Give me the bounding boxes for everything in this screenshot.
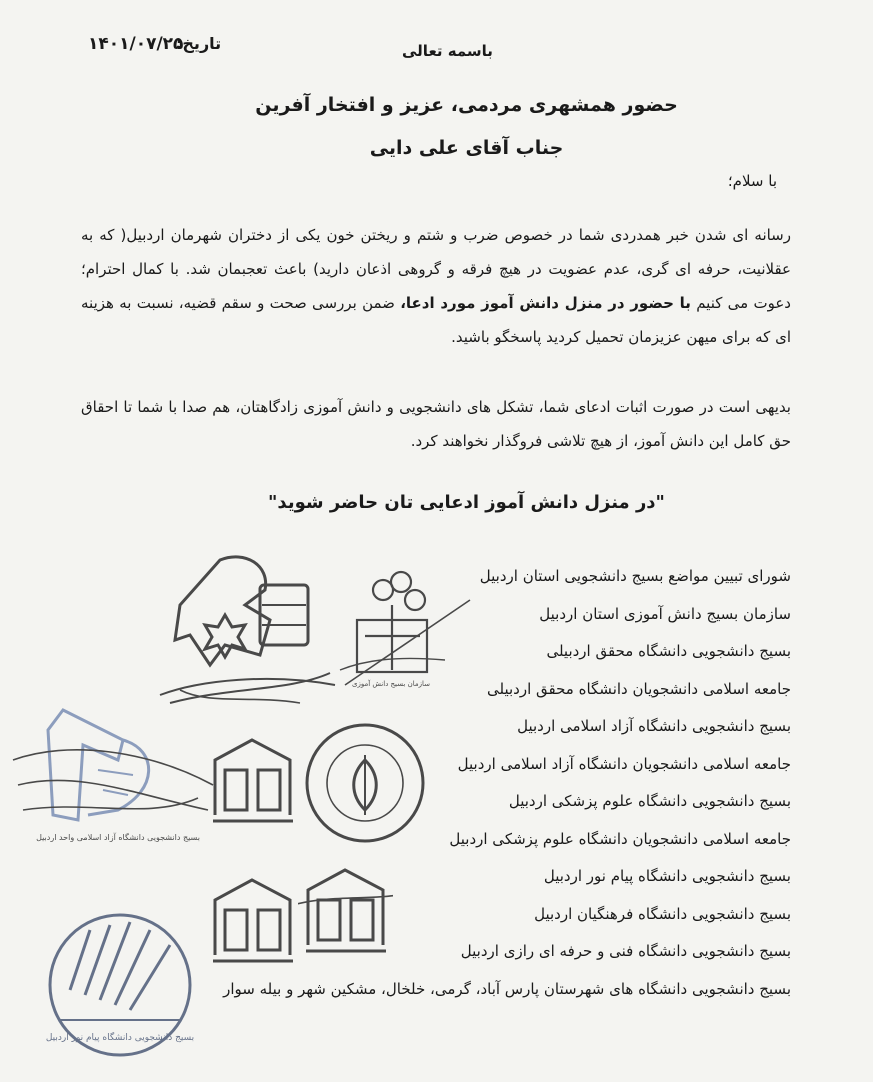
recipient-line-1: حضور همشهری مردمی، عزیز و افتخار آفرین xyxy=(255,94,678,116)
signer-item: شورای تبیین مواضع بسیج دانشجویی استان اردبیل xyxy=(479,567,791,585)
student-basij-seal-icon xyxy=(335,560,475,700)
payamnoor-seal-caption: بسیج دانشجویی دانشگاه پیام نور اردبیل xyxy=(45,1033,195,1043)
signer-item: جامعه اسلامی دانشجویان دانشگاه محقق اردبیلی xyxy=(486,679,791,698)
body-p1-text-b: ضمن بررسی صحت و سقم قضیه، نسبت به هزینه ای که برای میهن عزیزمان تحمیل کردید پاسخگو باشید. xyxy=(81,294,791,346)
body-p1-text-a: رسانه ای شدن خبر همدردی شما در خصوص ضرب و شتم و ریختن خون یکی از دختران شهرمان اردبیل( که به عقلانیت، حرفه ای گری، عدم عضویت در هیچ فرقه و گروهی اذعان دارید) باعث تعجبمان شد. با کمال احترام؛ دعوت می کنیم xyxy=(81,226,791,312)
signer-item: بسیج دانشجویی دانشگاه آزاد اسلامی اردبیل xyxy=(517,717,791,735)
greeting: با سلام؛ xyxy=(727,172,777,190)
body-paragraph-1 xyxy=(81,218,791,354)
signer-item: بسیج دانشجویی دانشگاه های شهرستان پارس آباد، گرمی، خلخال، مشکین شهر و بیله سوار xyxy=(223,979,791,998)
islamic-society-seal-icon xyxy=(205,735,300,845)
islamic-society-azad-seal-icon xyxy=(298,865,393,975)
mohaghegh-basij-seal-icon xyxy=(150,545,340,715)
azad-basij-seal-caption: بسیج دانشجویی دانشگاه آزاد اسلامی واحد اردبیل xyxy=(36,833,200,842)
slogan: "در منزل دانش آموز ادعایی تان حاضر شوید" xyxy=(268,492,665,513)
payamnoor-basij-seal-icon xyxy=(30,900,210,1065)
signer-item: بسیج دانشجویی دانشگاه فنی و حرفه ای رازی اردبیل xyxy=(460,942,791,960)
signer-item: جامعه اسلامی دانشجویان دانشگاه علوم پزشکی اردبیل xyxy=(449,829,791,848)
student-basij-seal-caption: سازمان بسیج دانش آموزی xyxy=(351,680,431,688)
body-paragraph-2: بدیهی است در صورت اثبات ادعای شما، تشکل های دانشجویی و دانش آموزی زادگاهتان، هم صدا با شما تا احقاق حق کامل این دانش آموز، از هیچ تلاشی فروگذار نخواهند کرد. xyxy=(81,398,791,450)
islamic-society-medical-seal-icon xyxy=(205,875,300,985)
azad-basij-seal-icon xyxy=(8,700,218,850)
signer-item: سازمان بسیج دانش آموزی استان اردبیل xyxy=(539,604,791,623)
recipient-line-2: جناب آقای علی دایی xyxy=(369,137,564,159)
body-p1-bold: با حضور در منزل دانش آموز مورد ادعا، xyxy=(400,294,691,312)
signer-item: بسیج دانشجویی دانشگاه پیام نور اردبیل xyxy=(543,867,791,885)
signer-item: جامعه اسلامی دانشجویان دانشگاه آزاد اسلامی اردبیل xyxy=(457,754,791,773)
basmala: باسمه تعالی xyxy=(402,42,493,60)
signer-item: بسیج دانشجویی دانشگاه علوم پزشکی اردبیل xyxy=(508,792,791,810)
date-label: تاریخ: xyxy=(176,34,222,53)
date-value: ۱۴۰۱/۰۷/۲۵ xyxy=(88,34,184,54)
signer-item: بسیج دانشجویی دانشگاه محقق اردبیلی xyxy=(546,642,791,660)
medical-university-seal-icon xyxy=(300,715,430,850)
signer-item: بسیج دانشجویی دانشگاه فرهنگیان اردبیل xyxy=(534,904,791,923)
